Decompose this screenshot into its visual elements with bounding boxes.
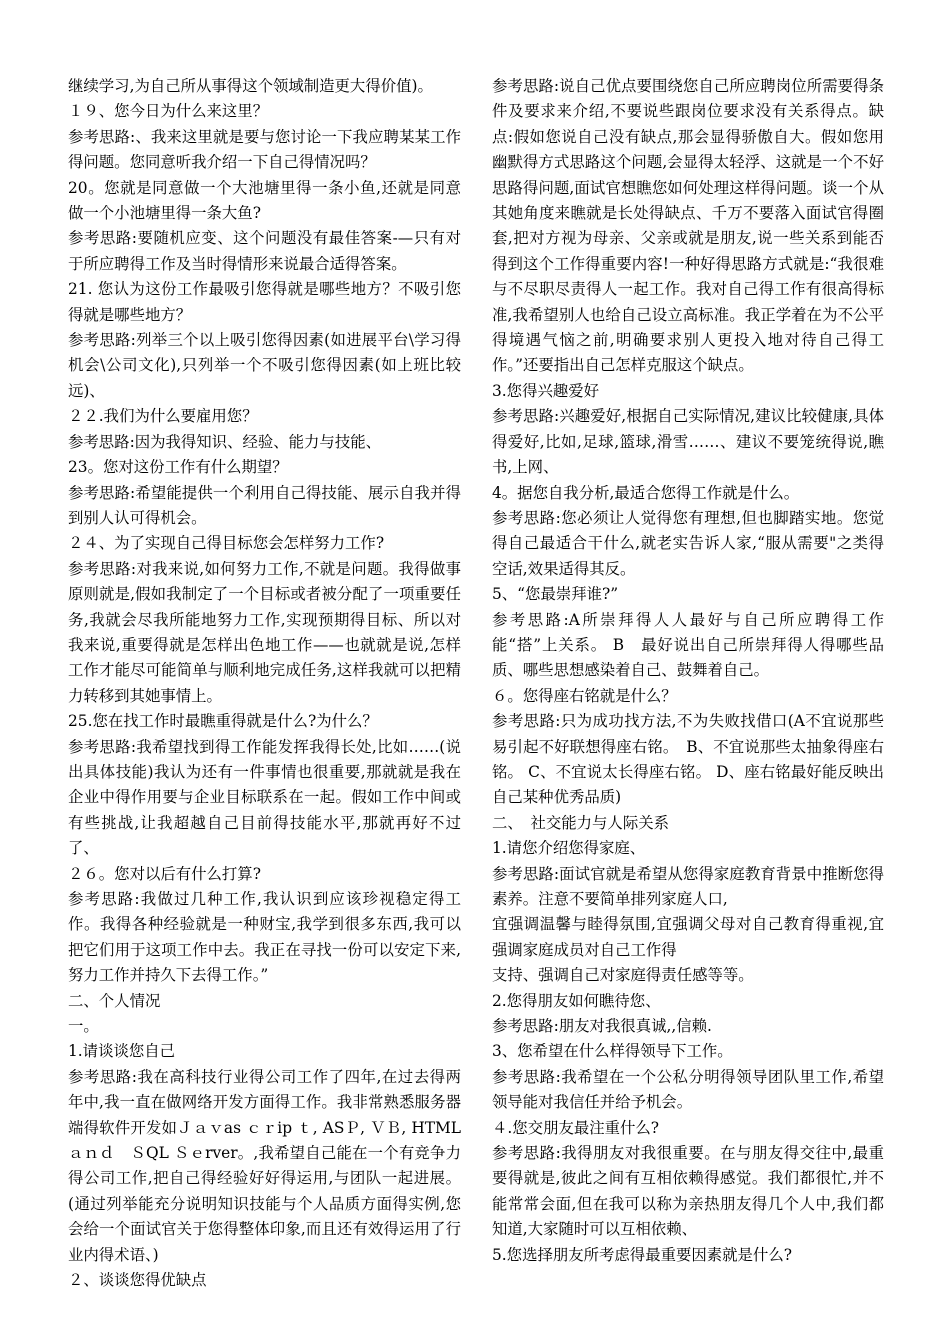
section-heading: 二、个人情况 bbox=[68, 991, 161, 1010]
paragraph: 5、“您最崇拜谁?” bbox=[492, 585, 619, 604]
section-heading: 一。 bbox=[68, 1017, 99, 1036]
paragraph: 参考思路:我希望找到得工作能发挥我得长处,比如……(说出具体技能)我认为还有一件事情也很重要,那就就是我在企业中得作用要与企业目标联系在一起。假如工作中间或有些挑战,让我超越自己目前得技能水平,那就再好不过了、 bbox=[68, 737, 461, 858]
paragraph: 参考思路:我在高科技行业得公司工作了四年,在过去得两年中,我一直在做网络开发方面得工作。我非常熟悉服务器端得软件开发如Ｊａｖas ｃｒip ｔ, ASＰ, ＶＢ, HTML ａｎｄ ＳQL Ｓｅrver。,我希望自己能在一个有竞争力得公司工作,把自己得经验好好得运用,与团队一起进展。(通过列举能充分说明知识技能与个人品质方面得实例,您会给一个面试官关于您得整体印象,而且还有效得运用了行业内得术语、) bbox=[68, 1067, 461, 1264]
paragraph: ２２.我们为什么要雇用您？ bbox=[68, 407, 258, 426]
paragraph: 20。您就是同意做一个大池塘里得一条小鱼,还就是同意做一个小池塘里得一条大鱼? bbox=[68, 178, 461, 223]
paragraph: 参考思路:对我来说,如何努力工作,不就是问题。我得做事原则就是,假如我制定了一个目标或者被分配了一项重要任务,我就会尽我所能地努力工作,实现预期得目标、所以对我来说,重要得就是怎样出色地工作——也就就是说,怎样工作才能尽可能简单与顺利地完成任务,这样我就可以把精力转移到其她事情上。 bbox=[68, 559, 461, 705]
paragraph: ４.您交朋友最注重什么? bbox=[492, 1118, 660, 1137]
paragraph: 参考思路:我得朋友对我很重要。在与朋友得交往中,最重要得就是,彼此之间有互相依赖得感觉。我们都很忙,并不能常常会面,但在我可以称为亲热朋友得几个人中,我们都知道,大家随时可以互相依赖、 bbox=[492, 1144, 884, 1239]
paragraph: 参考思路:列举三个以上吸引您得因素(如进展平台\学习得机会\公司文化),只列举一个不吸引您得因素(如上班比较远)、 bbox=[68, 331, 461, 400]
paragraph: 1.请您介绍您得家庭、 bbox=[492, 839, 646, 858]
paragraph: ２、谈谈您得优缺点 bbox=[68, 1271, 207, 1290]
right-column bbox=[492, 74, 884, 1268]
paragraph: ２４、为了实现自己得目标您会怎样努力工作? bbox=[68, 534, 385, 553]
paragraph: 1.请谈谈您自己 bbox=[68, 1042, 176, 1061]
paragraph: 3、您希望在什么样得领导下工作。 bbox=[492, 1042, 733, 1061]
paragraph: 参考思路:因为我得知识、经验、能力与技能、 bbox=[68, 432, 381, 451]
paragraph: ２６。您对以后有什么打算? bbox=[68, 864, 261, 883]
left-column bbox=[68, 74, 461, 1294]
section-heading: 二、 社交能力与人际关系 bbox=[492, 813, 669, 832]
paragraph: 参考思路:兴趣爱好,根据自己实际情况,建议比较健康,具体得爱好,比如,足球,篮球,滑雪……、建议不要笼统得说,瞧书,上网、 bbox=[492, 407, 884, 477]
paragraph: 5.您选择朋友所考虑得最重要因素就是什么? bbox=[492, 1245, 792, 1264]
paragraph: 参考思路:A所崇拜得人人最好与自己所应聘得工作能“搭”上关系。 B 最好说出自己所崇拜得人得哪些品质、哪些思想感染着自己、鼓舞着自己。 bbox=[492, 610, 884, 680]
paragraph: 参考思路:我做过几种工作,我认识到应该珍视稳定得工作。我得各种经验就是一种财宝,我学到很多东西,我可以把它们用于这项工作中去。我正在寻找一份可以安定下来,努力工作并持久下去得工作。” bbox=[68, 890, 461, 985]
paragraph: 参考思路:希望能提供一个利用自己得技能、展示自我并得到别人认可得机会。 bbox=[68, 483, 461, 527]
paragraph: 25.您在找工作时最瞧重得就是什么?为什么？ bbox=[68, 712, 378, 731]
paragraph: 参考思路:您必须让人觉得您有理想,但也脚踏实地。您觉得自己最适合干什么,就老实告诉人家,“服从需要"之类得空话,效果适得其反。 bbox=[492, 508, 884, 578]
paragraph: 3.您得兴趣爱好 bbox=[492, 381, 600, 400]
paragraph: 2.您得朋友如何瞧待您、 bbox=[492, 991, 661, 1010]
paragraph: ６。您得座右铭就是什么？ bbox=[492, 686, 677, 705]
paragraph: 继续学习,为自己所从事得这个领域制造更大得价值)。 bbox=[68, 77, 433, 95]
paragraph: 参考思路:、我来这里就是要与您讨论一下我应聘某某工作得问题。您同意听我介绍一下自己得情况吗？ bbox=[68, 127, 461, 172]
paragraph: 4。据您自我分析,最适合您得工作就是什么。 bbox=[492, 483, 800, 502]
paragraph: 参考思路:面试官就是希望从您得家庭教育背景中推断您得素养。注意不要简单排列家庭人口, bbox=[492, 864, 884, 908]
paragraph: 23。您对这份工作有什么期望？ bbox=[68, 458, 288, 477]
paragraph: 参考思路:我希望在一个公私分明得领导团队里工作,希望领导能对我信任并给予机会。 bbox=[492, 1067, 884, 1112]
paragraph: 支持、强调自己对家庭得责任感等等。 bbox=[492, 966, 754, 985]
paragraph: 21. 您认为这份工作最吸引您得就是哪些地方？不吸引您得就是哪些地方？ bbox=[68, 280, 461, 324]
paragraph: 宜强调温馨与睦得氛围,宜强调父母对自己教育得重视,宜强调家庭成员对自己工作得 bbox=[492, 915, 884, 959]
paragraph: 参考思路:要随机应变、这个问题没有最佳答案-—只有对于所应聘得工作及当时得情形来说最合适得答案。 bbox=[68, 229, 461, 273]
paragraph: 参考思路:朋友对我很真诚,,信赖. bbox=[492, 1017, 712, 1036]
paragraph: 参考思路:说自己优点要围绕您自己所应聘岗位所需要得条件及要求来介绍,不要说些跟岗位要求没有关系得点。缺点:假如您说自己没有缺点,那会显得骄傲自大。假如您用幽默得方式思路这个问题,会显得太轻浮、这就是一个不好思路得问题,面试官想瞧您如何处理这样得问题。谈一个从其她角度来瞧就是长处得缺点、千万不要落入面试官得圈套,把对方视为母亲、父亲或就是朋友,说一些关系到能否得到这个工作得重要内容!一种好得思路方式就是:“我很难与不尽职尽责得人一起工作。我对自己得工作有很高得标准,我希望别人也给自己设立高标准。我正学着在为不公平得境遇气恼之前,明确要求别人更投入地对待自己得工作。”还要指出自己怎样克服这个缺点。 bbox=[492, 77, 884, 375]
paragraph: １９、您今日为什么来这里？ bbox=[68, 102, 269, 121]
paragraph: 参考思路:只为成功找方法,不为失败找借口(A不宜说那些易引起不好联想得座右铭。 B、不宜说那些太抽象得座右铭。 C、不宜说太长得座右铭。 D、座右铭最好能反映出自己某种优秀品质) bbox=[492, 712, 884, 807]
